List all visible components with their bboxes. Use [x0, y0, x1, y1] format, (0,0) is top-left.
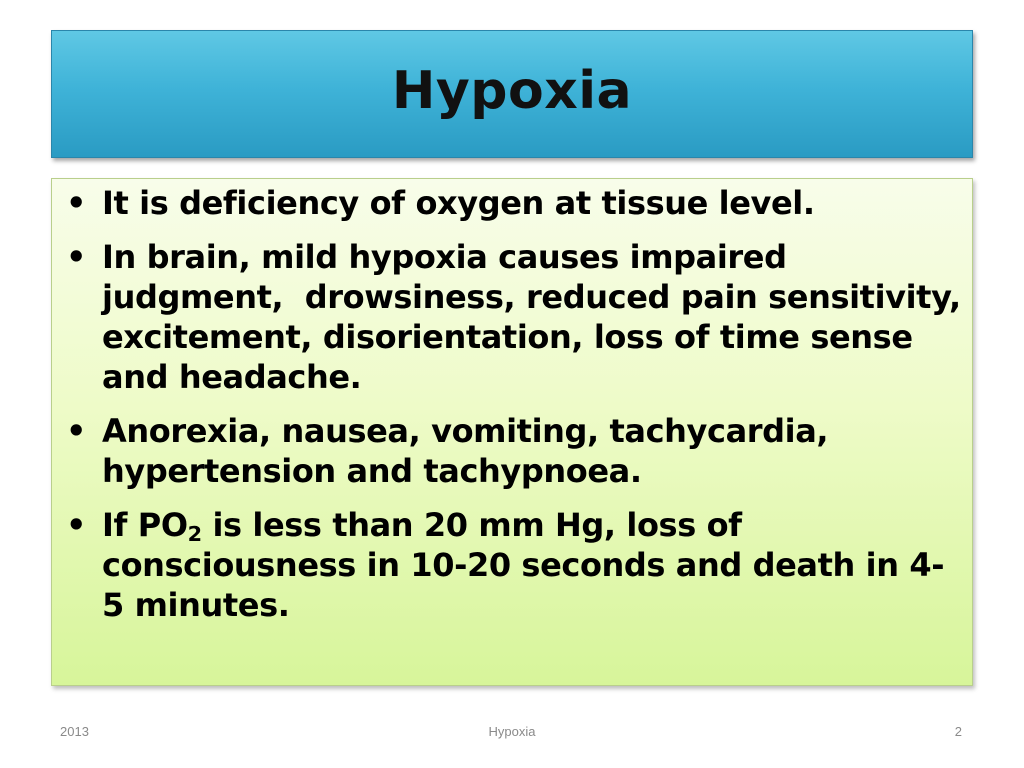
- bullet-icon: •: [66, 412, 87, 450]
- bullet-text: In brain, mild hypoxia causes impaired judgment, drowsiness, reduced pain sensitivity, excitement, disorientation, loss of time sense and headache.: [102, 238, 972, 396]
- bullet-item-deficiency: [60, 183, 965, 223]
- bullet-item-brain-effects: [60, 237, 972, 397]
- bullet-list: [60, 183, 972, 639]
- bullet-text: It is deficiency of oxygen at tissue level.: [102, 184, 815, 222]
- bullet-icon: •: [66, 238, 87, 276]
- bullet-text-suffix: is less than 20 mm Hg, loss of consciousness in 10-20 seconds and death in 4-5 minutes.: [102, 506, 945, 624]
- footer-page-number: 2: [954, 724, 962, 739]
- footer-title: Hypoxia: [488, 724, 536, 739]
- bullet-text-prefix: If PO: [102, 506, 188, 544]
- bullet-text: Anorexia, nausea, vomiting, tachycardia, hypertension and tachypnoea.: [102, 412, 829, 490]
- po2-subscript: 2: [187, 522, 202, 547]
- bullet-icon: •: [66, 184, 87, 222]
- bullet-item-symptoms: [60, 411, 965, 491]
- slide-content-box: [51, 178, 973, 686]
- footer-date: 2013: [60, 724, 89, 739]
- bullet-icon: •: [66, 506, 87, 544]
- bullet-item-po2: [60, 505, 965, 625]
- slide-title-bar: [51, 30, 973, 158]
- slide-title: Hypoxia: [391, 61, 633, 121]
